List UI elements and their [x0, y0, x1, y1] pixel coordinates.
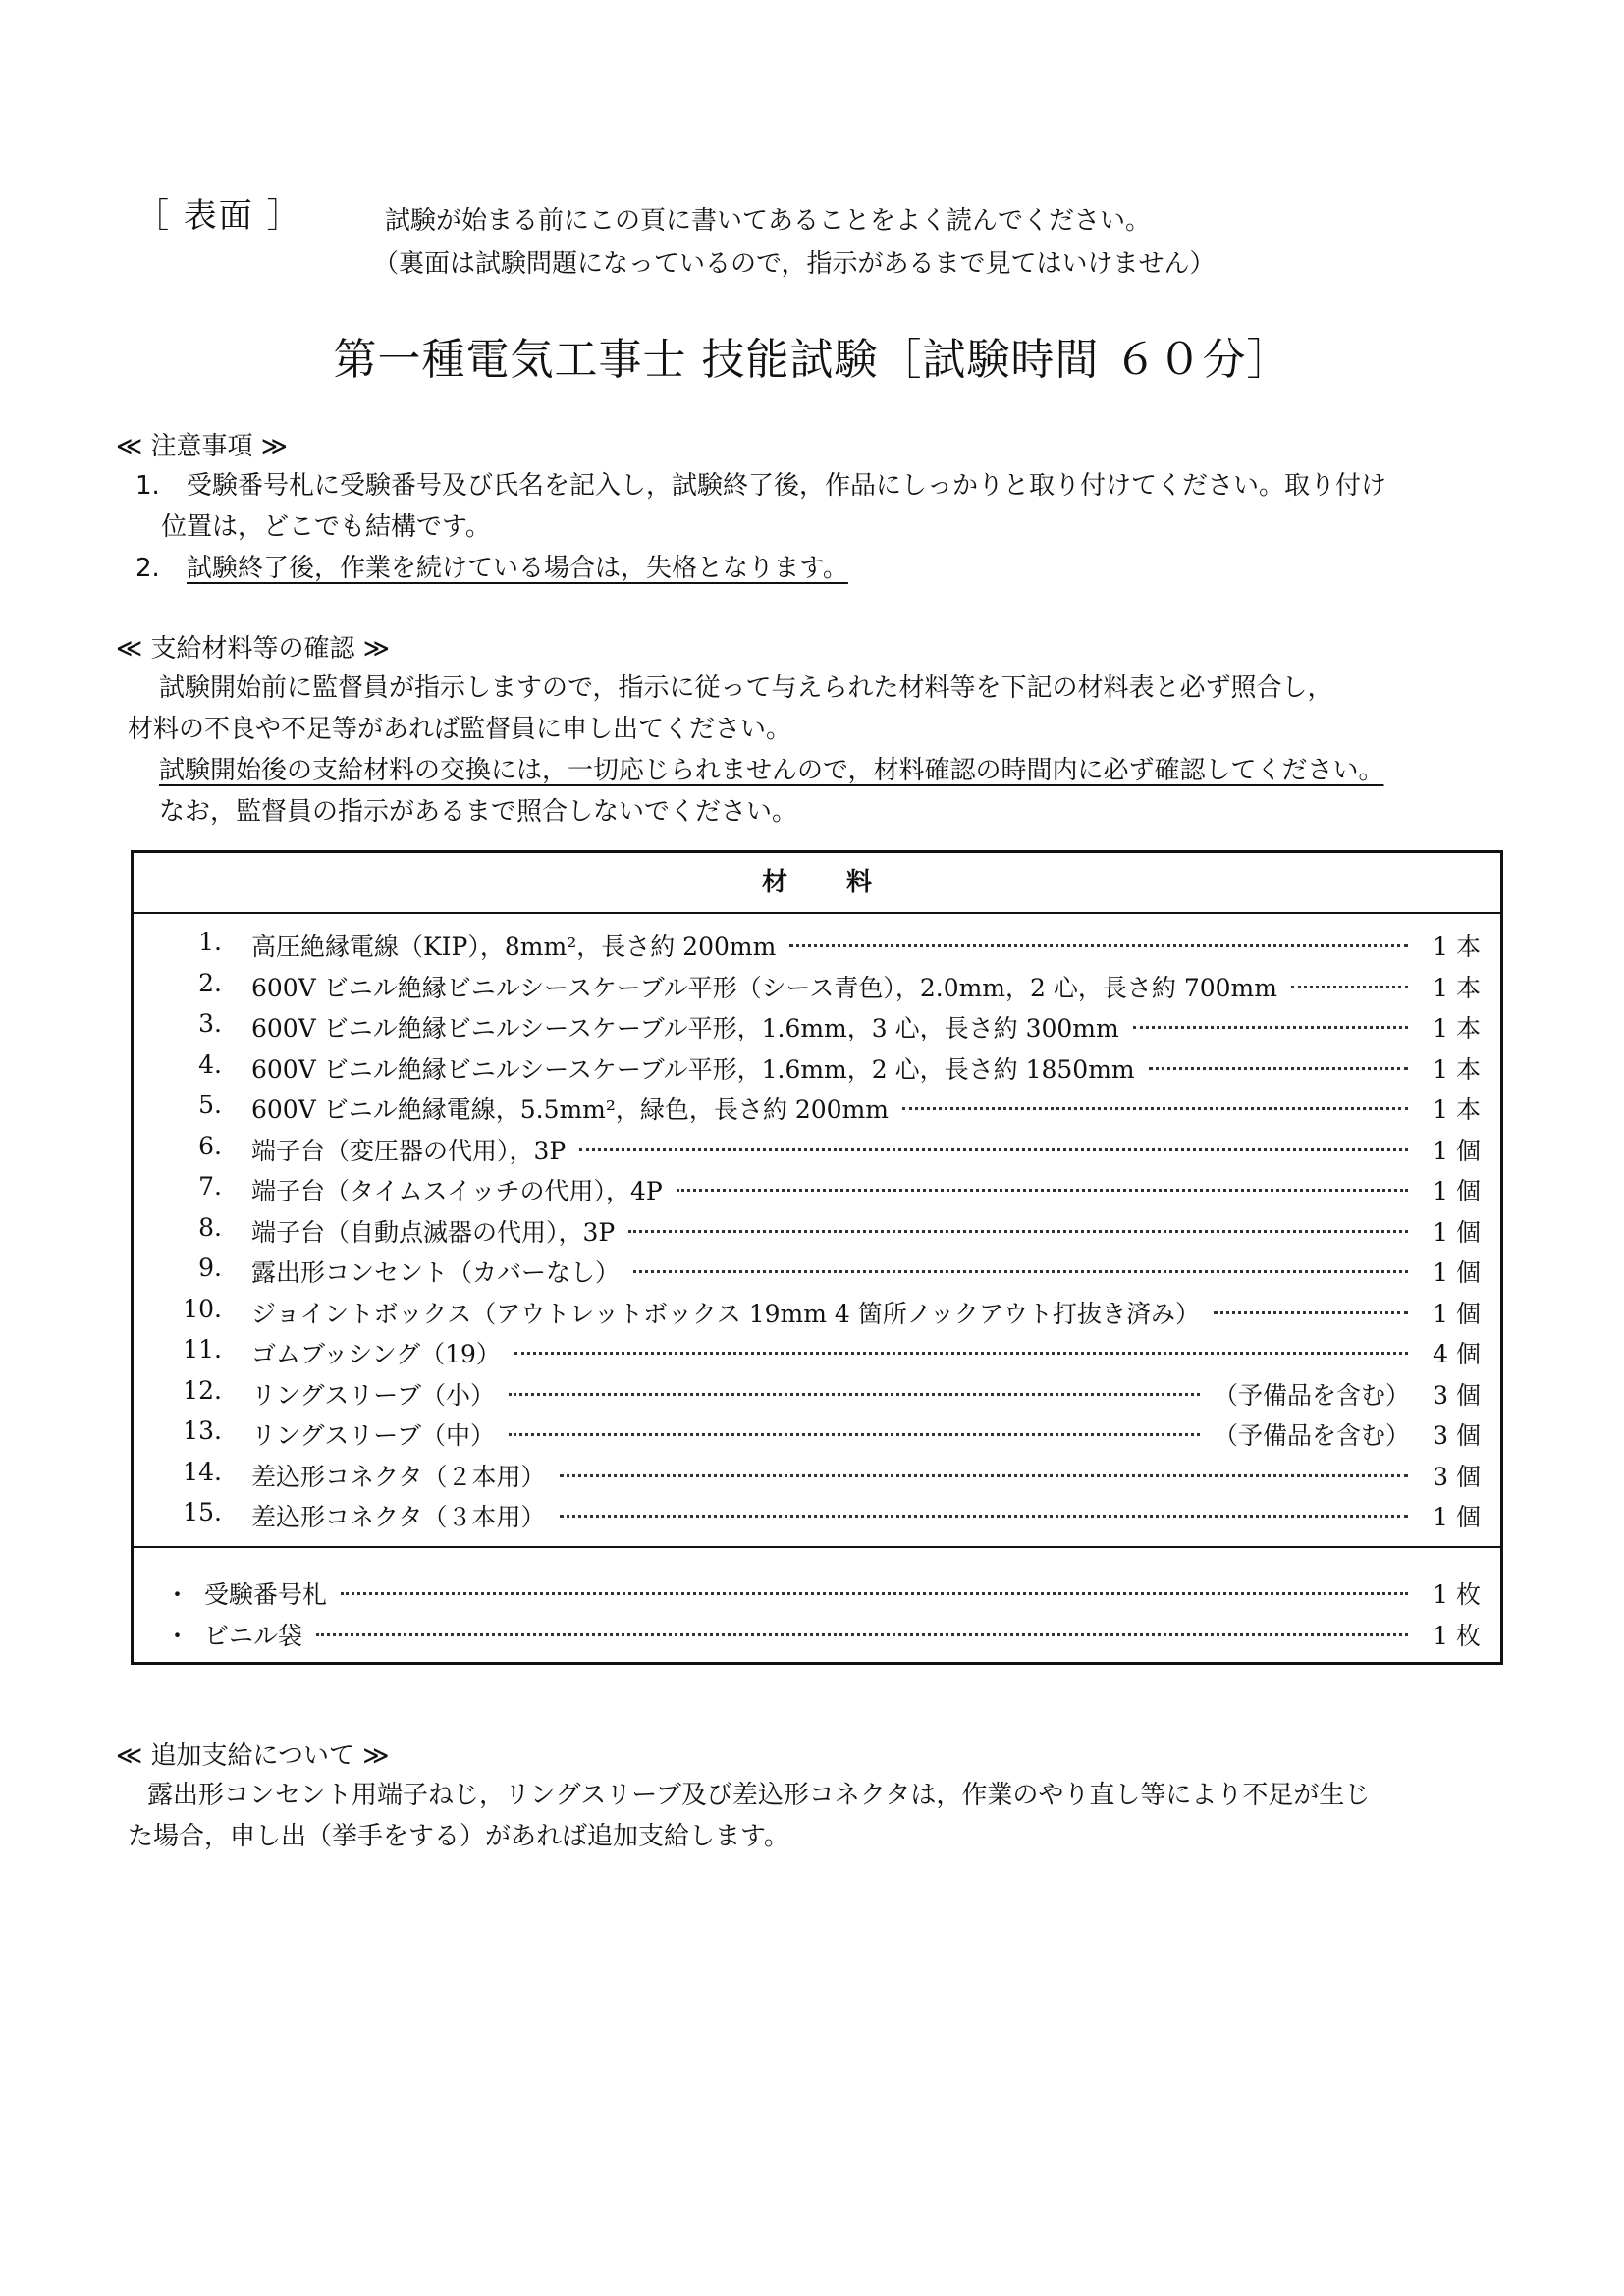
material-row [134, 963, 1500, 1004]
material-number: 1. [198, 928, 222, 956]
additional-heading: ≪ 追加支給について ≫ [116, 1741, 390, 1771]
confirm-line-3: 試験開始後の支給材料の交換には，一切応じられませんので，材料確認の時間内に必ず確認してください。 [159, 756, 1384, 785]
material-row [134, 1329, 1500, 1370]
material-number: 15. [183, 1498, 222, 1526]
note-item-2-text: 試験終了後，作業を続けている場合は，失格となります。 [187, 554, 848, 583]
note-item-2-number: 2. [135, 554, 160, 583]
material-number: 6. [198, 1131, 222, 1160]
extra-quantity: 1 枚 [1433, 1580, 1481, 1609]
material-name: 600V ビニル絶縁ビニルシースケーブル平形，1.6mm，2 心，長さ約 1850mm [251, 1054, 1135, 1084]
leader-dots [1214, 1311, 1408, 1314]
material-name: 露出形コンセント（カバーなし） [251, 1258, 621, 1287]
material-row [134, 1248, 1500, 1289]
material-quantity: 1 本 [1433, 933, 1481, 961]
material-number: 5. [198, 1091, 222, 1119]
additional-paragraph [128, 1775, 1522, 1857]
material-name: リングスリーブ（中） [251, 1421, 496, 1450]
material-name: 端子台（自動点滅器の代用），3P [251, 1217, 616, 1247]
material-row [134, 1166, 1500, 1207]
leader-dots [560, 1515, 1408, 1518]
leader-dots [509, 1433, 1200, 1436]
page-title: 第一種電気工事士 技能試験［試験時間 ６０分］ [333, 335, 1291, 385]
material-number: 8. [198, 1212, 222, 1242]
material-row [134, 1370, 1500, 1412]
leader-dots [509, 1393, 1200, 1396]
extra-row [134, 1611, 1500, 1652]
material-quantity: 1 本 [1433, 973, 1481, 1002]
leader-dots [1133, 1026, 1408, 1029]
material-number: 4. [198, 1049, 222, 1079]
leader-dots [316, 1633, 1408, 1636]
material-number: 13. [183, 1416, 222, 1445]
material-row [134, 1044, 1500, 1086]
material-row [134, 922, 1500, 963]
note-item-2 [135, 548, 848, 589]
material-note: （予備品を含む） [1213, 1380, 1410, 1410]
leader-dots [1149, 1067, 1408, 1070]
material-name: 600V ビニル絶縁ビニルシースケーブル平形，1.6mm，3 心，長さ約 300mm [251, 1014, 1119, 1042]
confirm-paragraph [128, 667, 1522, 832]
extra-bullet: ・ [165, 1580, 190, 1609]
note-item-1-number: 1. [135, 471, 160, 501]
material-quantity: 3 個 [1433, 1421, 1481, 1450]
intro-warning: （裏面は試験問題になっているので，指示があるまで見てはいけません） [373, 249, 1216, 279]
material-row [134, 1207, 1500, 1249]
material-name: 差込形コネクタ（２本用） [251, 1462, 546, 1491]
materials-divider [134, 1546, 1500, 1548]
note-item-1 [135, 465, 1500, 548]
material-name: ゴムブッシング（19） [251, 1340, 501, 1368]
materials-list [134, 922, 1500, 1533]
leader-dots [633, 1270, 1408, 1273]
leader-dots [789, 944, 1408, 947]
material-quantity: 1 個 [1433, 1503, 1481, 1531]
material-name: 600V ビニル絶縁電線，5.5mm²，緑色，長さ約 200mm [251, 1095, 889, 1124]
notes-heading: ≪ 注意事項 ≫ [116, 432, 288, 461]
note-item-1-line2: 位置は，どこでも結構です。 [161, 512, 491, 542]
material-name: リングスリーブ（小） [251, 1380, 496, 1410]
material-number: 12. [183, 1375, 222, 1405]
confirm-line-4: なお，監督員の指示があるまで照合しないでください。 [159, 797, 798, 827]
material-name: 差込形コネクタ（３本用） [251, 1503, 546, 1531]
material-name: 高圧絶縁電線（KIP），8mm²，長さ約 200mm [251, 933, 777, 961]
material-name: ジョイントボックス（アウトレットボックス 19mm 4 箇所ノックアウト打抜き済み） [251, 1299, 1200, 1328]
extra-name: ビニル袋 [204, 1622, 303, 1650]
material-name: 端子台（タイムスイッチの代用），4P [251, 1177, 663, 1205]
leader-dots [677, 1189, 1408, 1192]
extras-list [134, 1570, 1500, 1652]
material-row [134, 1085, 1500, 1126]
extra-row [134, 1570, 1500, 1611]
material-quantity: 1 個 [1433, 1258, 1481, 1287]
additional-line-1: 露出形コンセント用端子ねじ，リングスリーブ及び差込形コネクタは，作業のやり直し等により不足が生じ [147, 1781, 1371, 1810]
material-row [134, 1126, 1500, 1167]
leader-dots [628, 1230, 1408, 1233]
material-quantity: 1 本 [1433, 1054, 1481, 1084]
side-label: ［ 表面 ］ [135, 196, 302, 236]
intro-instruction: 試験が始まる前にこの頁に書いてあることをよく読んでください。 [385, 206, 1152, 236]
material-row [134, 1289, 1500, 1330]
leader-dots [514, 1352, 1408, 1355]
material-row [134, 1411, 1500, 1452]
leader-dots [341, 1592, 1408, 1595]
material-quantity: 1 個 [1433, 1299, 1481, 1328]
extra-quantity: 1 枚 [1433, 1622, 1481, 1650]
leader-dots [579, 1148, 1408, 1151]
material-row [134, 1492, 1500, 1533]
material-number: 10. [183, 1294, 222, 1323]
materials-table-header: 材料 [134, 853, 1500, 914]
material-quantity: 1 本 [1433, 1014, 1481, 1042]
leader-dots [902, 1107, 1408, 1110]
material-quantity: 1 個 [1433, 1136, 1481, 1165]
material-row [134, 1003, 1500, 1044]
material-quantity: 1 個 [1433, 1217, 1481, 1247]
material-number: 11. [183, 1335, 222, 1363]
materials-table [131, 850, 1503, 1665]
material-number: 3. [198, 1009, 222, 1038]
material-number: 7. [198, 1172, 222, 1201]
additional-line-2: た場合，申し出（挙手をする）があれば追加支給します。 [128, 1822, 789, 1851]
extra-bullet: ・ [165, 1622, 190, 1650]
material-name: 600V ビニル絶縁ビニルシースケーブル平形（シース青色），2.0mm，2 心，長さ約 700mm [251, 973, 1277, 1002]
confirm-line-2: 材料の不良や不足等があれば監督員に申し出てください。 [128, 715, 792, 744]
leader-dots [560, 1474, 1408, 1477]
extra-name: 受験番号札 [204, 1580, 328, 1609]
material-quantity: 3 個 [1433, 1380, 1481, 1410]
material-number: 14. [183, 1457, 222, 1486]
material-quantity: 1 個 [1433, 1177, 1481, 1205]
confirm-line-1: 試験開始前に監督員が指示しますので，指示に従って与えられた材料等を下記の材料表と必ず照合し， [159, 673, 1333, 703]
confirm-heading: ≪ 支給材料等の確認 ≫ [116, 634, 390, 664]
material-number: 9. [198, 1254, 222, 1282]
material-note: （予備品を含む） [1213, 1421, 1410, 1450]
material-quantity: 4 個 [1433, 1340, 1481, 1368]
material-number: 2. [198, 968, 222, 997]
material-quantity: 1 本 [1433, 1095, 1481, 1124]
note-item-1-line1: 受験番号札に受験番号及び氏名を記入し，試験終了後，作品にしっかりと取り付けてください。取り付け [187, 471, 1387, 501]
material-quantity: 3 個 [1433, 1462, 1481, 1491]
leader-dots [1291, 986, 1408, 988]
material-name: 端子台（変圧器の代用），3P [251, 1136, 567, 1165]
material-row [134, 1452, 1500, 1493]
